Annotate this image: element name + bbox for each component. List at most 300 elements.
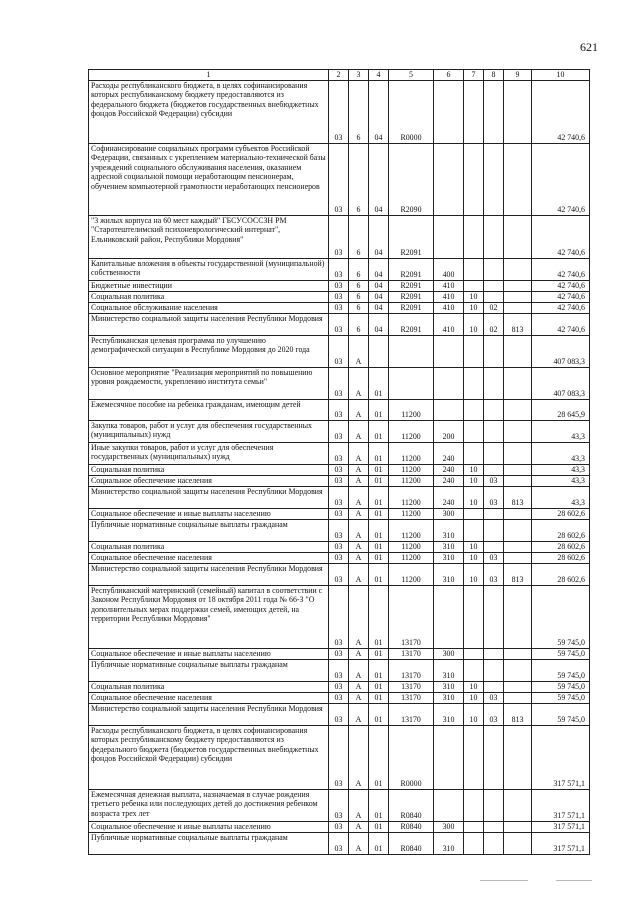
code-cell-c5: R0000: [389, 80, 434, 143]
code-cell-c7: [464, 399, 484, 420]
code-cell-c4: 04: [369, 143, 389, 215]
code-cell-c7: [464, 280, 484, 291]
code-cell-c8: 02: [484, 302, 504, 313]
code-cell-c8: [484, 258, 504, 280]
code-cell-c8: [484, 280, 504, 291]
table-row: [89, 692, 590, 703]
row-name: Министерство социальной защиты населения Республики Мордовия: [89, 313, 329, 335]
table-row: [89, 541, 590, 552]
code-cell-c8: [484, 508, 504, 519]
code-cell-c2: 03: [329, 486, 349, 508]
code-cell-c2: 03: [329, 442, 349, 464]
code-cell-c9: [504, 302, 532, 313]
row-name: Расходы республиканского бюджета, в целях софинансирования которых республиканскому бюджету предоставляются из федерального бюджета (бюджетов государственных внебюджетных фондов Российской Федерации) субсидии: [89, 725, 329, 789]
amount-cell: 28 602,6: [532, 519, 590, 541]
row-name: Закупка товаров, работ и услуг для обеспечения государственных (муниципальных) нужд: [89, 420, 329, 442]
code-cell-c9: [504, 420, 532, 442]
code-cell-c4: 01: [369, 648, 389, 659]
code-cell-c6: 310: [434, 519, 464, 541]
amount-cell: 43,3: [532, 475, 590, 486]
code-cell-c7: [464, 215, 484, 258]
row-name: Социальная политика: [89, 681, 329, 692]
header-cell: 5: [389, 70, 434, 81]
code-cell-c4: 04: [369, 302, 389, 313]
amount-cell: 42 740,6: [532, 80, 590, 143]
code-cell-c8: [484, 215, 504, 258]
code-cell-c9: 813: [504, 703, 532, 725]
code-cell-c2: 03: [329, 420, 349, 442]
row-name: Ежемесячное пособие на ребенка гражданам, имеющим детей: [89, 399, 329, 420]
row-name: Социальная политика: [89, 291, 329, 302]
code-cell-c2: 03: [329, 508, 349, 519]
code-cell-c7: 10: [464, 681, 484, 692]
code-cell-c4: 01: [369, 563, 389, 585]
code-cell-c2: 03: [329, 821, 349, 832]
code-cell-c2: 03: [329, 215, 349, 258]
code-cell-c8: [484, 442, 504, 464]
code-cell-c6: 310: [434, 681, 464, 692]
code-cell-c5: 13170: [389, 648, 434, 659]
table-row: [89, 486, 590, 508]
code-cell-c3: А: [349, 420, 369, 442]
header-cell: 10: [532, 70, 590, 81]
code-cell-c3: А: [349, 725, 369, 789]
table-body: [89, 70, 590, 855]
code-cell-c9: 813: [504, 486, 532, 508]
code-cell-c4: 01: [369, 832, 389, 854]
amount-cell: 317 571,1: [532, 725, 590, 789]
code-cell-c9: [504, 258, 532, 280]
table-row: [89, 258, 590, 280]
code-cell-c8: 02: [484, 313, 504, 335]
code-cell-c8: [484, 832, 504, 854]
code-cell-c3: 6: [349, 143, 369, 215]
code-cell-c8: 03: [484, 692, 504, 703]
code-cell-c9: [504, 475, 532, 486]
code-cell-c6: 410: [434, 280, 464, 291]
code-cell-c8: [484, 789, 504, 821]
code-cell-c8: [484, 335, 504, 367]
budget-table: [88, 69, 590, 855]
code-cell-c5: R2091: [389, 313, 434, 335]
row-name: Социальное обеспечение и иные выплаты населению: [89, 508, 329, 519]
code-cell-c5: 13170: [389, 585, 434, 648]
code-cell-c8: [484, 725, 504, 789]
code-cell-c2: 03: [329, 367, 349, 399]
code-cell-c8: 03: [484, 552, 504, 563]
code-cell-c3: 6: [349, 215, 369, 258]
code-cell-c8: [484, 291, 504, 302]
code-cell-c7: 10: [464, 692, 484, 703]
amount-cell: 42 740,6: [532, 143, 590, 215]
header-cell: 2: [329, 70, 349, 81]
code-cell-c9: [504, 832, 532, 854]
row-name: Расходы республиканского бюджета, в целях софинансирования которых республиканскому бюджету предоставляются из федерального бюджета (бюджетов государственных внебюджетных фондов Российской Федерации) субсидии: [89, 80, 329, 143]
code-cell-c9: [504, 291, 532, 302]
code-cell-c5: [389, 367, 434, 399]
code-cell-c8: [484, 648, 504, 659]
code-cell-c5: 11200: [389, 552, 434, 563]
amount-cell: 28 602,6: [532, 508, 590, 519]
header-cell: 8: [484, 70, 504, 81]
code-cell-c7: [464, 789, 484, 821]
amount-cell: 42 740,6: [532, 258, 590, 280]
code-cell-c9: [504, 648, 532, 659]
code-cell-c4: 01: [369, 399, 389, 420]
code-cell-c6: 400: [434, 258, 464, 280]
code-cell-c6: 240: [434, 475, 464, 486]
amount-cell: 407 083,3: [532, 335, 590, 367]
code-cell-c8: [484, 681, 504, 692]
code-cell-c9: 813: [504, 563, 532, 585]
code-cell-c7: 10: [464, 464, 484, 475]
amount-cell: 28 645,9: [532, 399, 590, 420]
row-name: Социальная политика: [89, 464, 329, 475]
amount-cell: 317 571,1: [532, 832, 590, 854]
code-cell-c7: 10: [464, 291, 484, 302]
header-cell: 7: [464, 70, 484, 81]
table-row: [89, 399, 590, 420]
code-cell-c4: 01: [369, 541, 389, 552]
code-cell-c6: [434, 215, 464, 258]
code-cell-c3: А: [349, 475, 369, 486]
code-cell-c9: [504, 442, 532, 464]
header-cell: 6: [434, 70, 464, 81]
code-cell-c2: 03: [329, 291, 349, 302]
code-cell-c8: [484, 399, 504, 420]
page-number: 621: [580, 40, 598, 54]
code-cell-c4: 01: [369, 789, 389, 821]
code-cell-c4: 01: [369, 508, 389, 519]
code-cell-c4: 01: [369, 420, 389, 442]
table-row: [89, 464, 590, 475]
row-name: Софинансирование социальных программ субъектов Российской Федерации, связанных с укреплением материально-технической базы учреждений социального обслуживания населения, оказанием адресной социальной помощи неработающим пенсионерам, обучением компьютерной грамотности неработающих пенсионеров: [89, 143, 329, 215]
code-cell-c7: 10: [464, 313, 484, 335]
code-cell-c3: А: [349, 519, 369, 541]
code-cell-c5: 11200: [389, 541, 434, 552]
code-cell-c6: 310: [434, 692, 464, 703]
code-cell-c2: 03: [329, 302, 349, 313]
code-cell-c2: 03: [329, 519, 349, 541]
amount-cell: 42 740,6: [532, 215, 590, 258]
code-cell-c5: R2091: [389, 215, 434, 258]
row-name: Социальное обслуживание населения: [89, 302, 329, 313]
code-cell-c3: 6: [349, 291, 369, 302]
code-cell-c4: 01: [369, 692, 389, 703]
code-cell-c8: 03: [484, 703, 504, 725]
code-cell-c4: 04: [369, 313, 389, 335]
code-cell-c9: [504, 681, 532, 692]
code-cell-c6: 240: [434, 442, 464, 464]
code-cell-c4: 01: [369, 681, 389, 692]
code-cell-c5: 13170: [389, 659, 434, 681]
code-cell-c7: 10: [464, 475, 484, 486]
code-cell-c6: [434, 143, 464, 215]
code-cell-c4: 04: [369, 215, 389, 258]
code-cell-c5: R0840: [389, 821, 434, 832]
code-cell-c6: 240: [434, 486, 464, 508]
row-name: Публичные нормативные социальные выплаты гражданам: [89, 659, 329, 681]
code-cell-c7: [464, 725, 484, 789]
code-cell-c7: [464, 367, 484, 399]
code-cell-c3: А: [349, 335, 369, 367]
row-name: Публичные нормативные социальные выплаты гражданам: [89, 519, 329, 541]
code-cell-c7: [464, 519, 484, 541]
code-cell-c2: 03: [329, 280, 349, 291]
code-cell-c5: 11200: [389, 442, 434, 464]
code-cell-c9: [504, 519, 532, 541]
table-row: [89, 215, 590, 258]
code-cell-c7: [464, 659, 484, 681]
code-cell-c6: 410: [434, 313, 464, 335]
table-row: [89, 519, 590, 541]
table-row: [89, 832, 590, 854]
code-cell-c2: 03: [329, 681, 349, 692]
code-cell-c6: 300: [434, 508, 464, 519]
footer-rule-left: [480, 880, 528, 881]
code-cell-c2: 03: [329, 464, 349, 475]
row-name: Министерство социальной защиты населения Республики Мордовия: [89, 486, 329, 508]
code-cell-c2: 03: [329, 832, 349, 854]
row-name: Бюджетные инвестиции: [89, 280, 329, 291]
code-cell-c7: [464, 80, 484, 143]
code-cell-c8: [484, 464, 504, 475]
code-cell-c6: [434, 80, 464, 143]
code-cell-c3: А: [349, 681, 369, 692]
row-name: "3 жилых корпуса на 60 мест каждый" ГБСУСОССЗН РМ "Старотештелимский психоневрологический интернат", Ельниковский район, Республики Мордовия": [89, 215, 329, 258]
table-row: [89, 585, 590, 648]
code-cell-c5: 11200: [389, 508, 434, 519]
code-cell-c3: А: [349, 832, 369, 854]
code-cell-c9: [504, 508, 532, 519]
code-cell-c8: [484, 821, 504, 832]
row-name: Республиканская целевая программа по улучшению демографической ситуации в Республике Мордовия до 2020 года: [89, 335, 329, 367]
code-cell-c2: 03: [329, 143, 349, 215]
row-name: Министерство социальной защиты населения Республики Мордовия: [89, 563, 329, 585]
code-cell-c2: 03: [329, 563, 349, 585]
code-cell-c2: 03: [329, 659, 349, 681]
code-cell-c4: 01: [369, 659, 389, 681]
code-cell-c2: 03: [329, 585, 349, 648]
code-cell-c2: 03: [329, 703, 349, 725]
code-cell-c2: 03: [329, 258, 349, 280]
code-cell-c4: 01: [369, 519, 389, 541]
code-cell-c3: А: [349, 585, 369, 648]
code-cell-c8: [484, 585, 504, 648]
code-cell-c3: А: [349, 648, 369, 659]
amount-cell: 28 602,6: [532, 552, 590, 563]
code-cell-c3: А: [349, 442, 369, 464]
code-cell-c3: 6: [349, 313, 369, 335]
table-row: [89, 280, 590, 291]
code-cell-c4: 01: [369, 725, 389, 789]
code-cell-c4: 04: [369, 280, 389, 291]
code-cell-c7: [464, 335, 484, 367]
code-cell-c4: 04: [369, 291, 389, 302]
row-name: Социальное обеспечение и иные выплаты населению: [89, 648, 329, 659]
code-cell-c8: [484, 143, 504, 215]
table-row: [89, 648, 590, 659]
code-cell-c7: 10: [464, 486, 484, 508]
table-row: [89, 335, 590, 367]
code-cell-c6: 300: [434, 821, 464, 832]
code-cell-c9: [504, 585, 532, 648]
code-cell-c7: 10: [464, 302, 484, 313]
code-cell-c9: [504, 367, 532, 399]
row-name: Иные закупки товаров, работ и услуг для обеспечения государственных (муниципальных) нужд: [89, 442, 329, 464]
table-row: [89, 302, 590, 313]
code-cell-c7: [464, 821, 484, 832]
code-cell-c5: 11200: [389, 399, 434, 420]
code-cell-c4: 01: [369, 475, 389, 486]
row-name: Министерство социальной защиты населения Республики Мордовия: [89, 703, 329, 725]
table-row: [89, 659, 590, 681]
code-cell-c5: 11200: [389, 420, 434, 442]
code-cell-c3: А: [349, 486, 369, 508]
code-cell-c4: 01: [369, 486, 389, 508]
code-cell-c6: [434, 367, 464, 399]
code-cell-c7: 10: [464, 552, 484, 563]
amount-cell: 59 745,0: [532, 692, 590, 703]
code-cell-c8: [484, 80, 504, 143]
code-cell-c3: 6: [349, 258, 369, 280]
amount-cell: 28 602,6: [532, 541, 590, 552]
code-cell-c8: [484, 519, 504, 541]
code-cell-c4: 04: [369, 80, 389, 143]
code-cell-c7: [464, 585, 484, 648]
code-cell-c8: [484, 541, 504, 552]
code-cell-c3: 6: [349, 280, 369, 291]
table-row: [89, 789, 590, 821]
code-cell-c4: 04: [369, 258, 389, 280]
table-row: [89, 80, 590, 143]
header-cell: 9: [504, 70, 532, 81]
code-cell-c9: 813: [504, 313, 532, 335]
table-row: [89, 508, 590, 519]
code-cell-c6: 310: [434, 703, 464, 725]
amount-cell: 407 083,3: [532, 367, 590, 399]
code-cell-c2: 03: [329, 789, 349, 821]
code-cell-c7: [464, 420, 484, 442]
code-cell-c3: А: [349, 692, 369, 703]
amount-cell: 59 745,0: [532, 681, 590, 692]
code-cell-c9: [504, 789, 532, 821]
table-row: [89, 703, 590, 725]
code-cell-c3: А: [349, 552, 369, 563]
code-cell-c2: 03: [329, 399, 349, 420]
code-cell-c5: 11200: [389, 563, 434, 585]
code-cell-c9: [504, 464, 532, 475]
code-cell-c8: [484, 367, 504, 399]
code-cell-c8: 03: [484, 563, 504, 585]
amount-cell: 59 745,0: [532, 703, 590, 725]
code-cell-c5: 11200: [389, 486, 434, 508]
code-cell-c2: 03: [329, 335, 349, 367]
code-cell-c5: R2091: [389, 302, 434, 313]
table-row: [89, 563, 590, 585]
row-name: Ежемесячная денежная выплата, назначаемая в случае рождения третьего ребенка или последующих детей до достижения ребенком возраста трех лет: [89, 789, 329, 821]
code-cell-c6: [434, 399, 464, 420]
row-name: Публичные нормативные социальные выплаты гражданам: [89, 832, 329, 854]
table-row: [89, 475, 590, 486]
table-row: [89, 367, 590, 399]
code-cell-c8: 03: [484, 475, 504, 486]
code-cell-c6: 200: [434, 420, 464, 442]
code-cell-c2: 03: [329, 541, 349, 552]
code-cell-c9: [504, 215, 532, 258]
code-cell-c6: [434, 585, 464, 648]
amount-cell: 42 740,6: [532, 302, 590, 313]
code-cell-c7: 10: [464, 703, 484, 725]
code-cell-c4: 01: [369, 703, 389, 725]
code-cell-c5: 13170: [389, 692, 434, 703]
amount-cell: 317 571,1: [532, 789, 590, 821]
row-name: Социальное обеспечение населения: [89, 552, 329, 563]
code-cell-c5: 13170: [389, 681, 434, 692]
code-cell-c9: [504, 725, 532, 789]
code-cell-c4: 01: [369, 821, 389, 832]
code-cell-c4: 01: [369, 442, 389, 464]
code-cell-c2: 03: [329, 80, 349, 143]
row-name: Капитальные вложения в объекты государственной (муниципальной) собственности: [89, 258, 329, 280]
code-cell-c3: А: [349, 541, 369, 552]
table-row: [89, 420, 590, 442]
amount-cell: 317 571,1: [532, 821, 590, 832]
amount-cell: 43,3: [532, 420, 590, 442]
code-cell-c3: А: [349, 399, 369, 420]
row-name: Социальное обеспечение и иные выплаты населению: [89, 821, 329, 832]
footer-rule-right: [556, 880, 592, 881]
code-cell-c9: [504, 821, 532, 832]
code-cell-c2: 03: [329, 552, 349, 563]
row-name: Основное мероприятие "Реализация мероприятий по повышению уровня рождаемости, укреплению института семьи": [89, 367, 329, 399]
code-cell-c8: 03: [484, 486, 504, 508]
code-cell-c6: 310: [434, 552, 464, 563]
code-cell-c3: А: [349, 703, 369, 725]
code-cell-c3: А: [349, 821, 369, 832]
table-row: [89, 821, 590, 832]
code-cell-c7: [464, 258, 484, 280]
code-cell-c5: R0840: [389, 832, 434, 854]
code-cell-c3: А: [349, 789, 369, 821]
amount-cell: 43,3: [532, 464, 590, 475]
code-cell-c6: [434, 725, 464, 789]
code-cell-c4: 01: [369, 367, 389, 399]
row-name: Республиканский материнский (семейный) капитал в соответствии с Законом Республики Мордовия от 18 октября 2011 года № 66-З "О дополнительных мерах поддержки семей, имеющих детей, на территории Республики Мордовия": [89, 585, 329, 648]
code-cell-c9: [504, 399, 532, 420]
code-cell-c6: 410: [434, 302, 464, 313]
code-cell-c3: А: [349, 367, 369, 399]
code-cell-c5: 11200: [389, 464, 434, 475]
code-cell-c3: А: [349, 659, 369, 681]
row-name: Социальное обеспечение населения: [89, 692, 329, 703]
row-name: Социальная политика: [89, 541, 329, 552]
code-cell-c7: 10: [464, 563, 484, 585]
amount-cell: 59 745,0: [532, 659, 590, 681]
amount-cell: 42 740,6: [532, 291, 590, 302]
table-row: [89, 442, 590, 464]
code-cell-c5: [389, 335, 434, 367]
table-row: [89, 313, 590, 335]
code-cell-c3: А: [349, 464, 369, 475]
code-cell-c9: [504, 143, 532, 215]
header-cell: 3: [349, 70, 369, 81]
code-cell-c6: 240: [434, 464, 464, 475]
code-cell-c6: [434, 789, 464, 821]
code-cell-c7: [464, 648, 484, 659]
code-cell-c2: 03: [329, 475, 349, 486]
code-cell-c5: R2091: [389, 280, 434, 291]
